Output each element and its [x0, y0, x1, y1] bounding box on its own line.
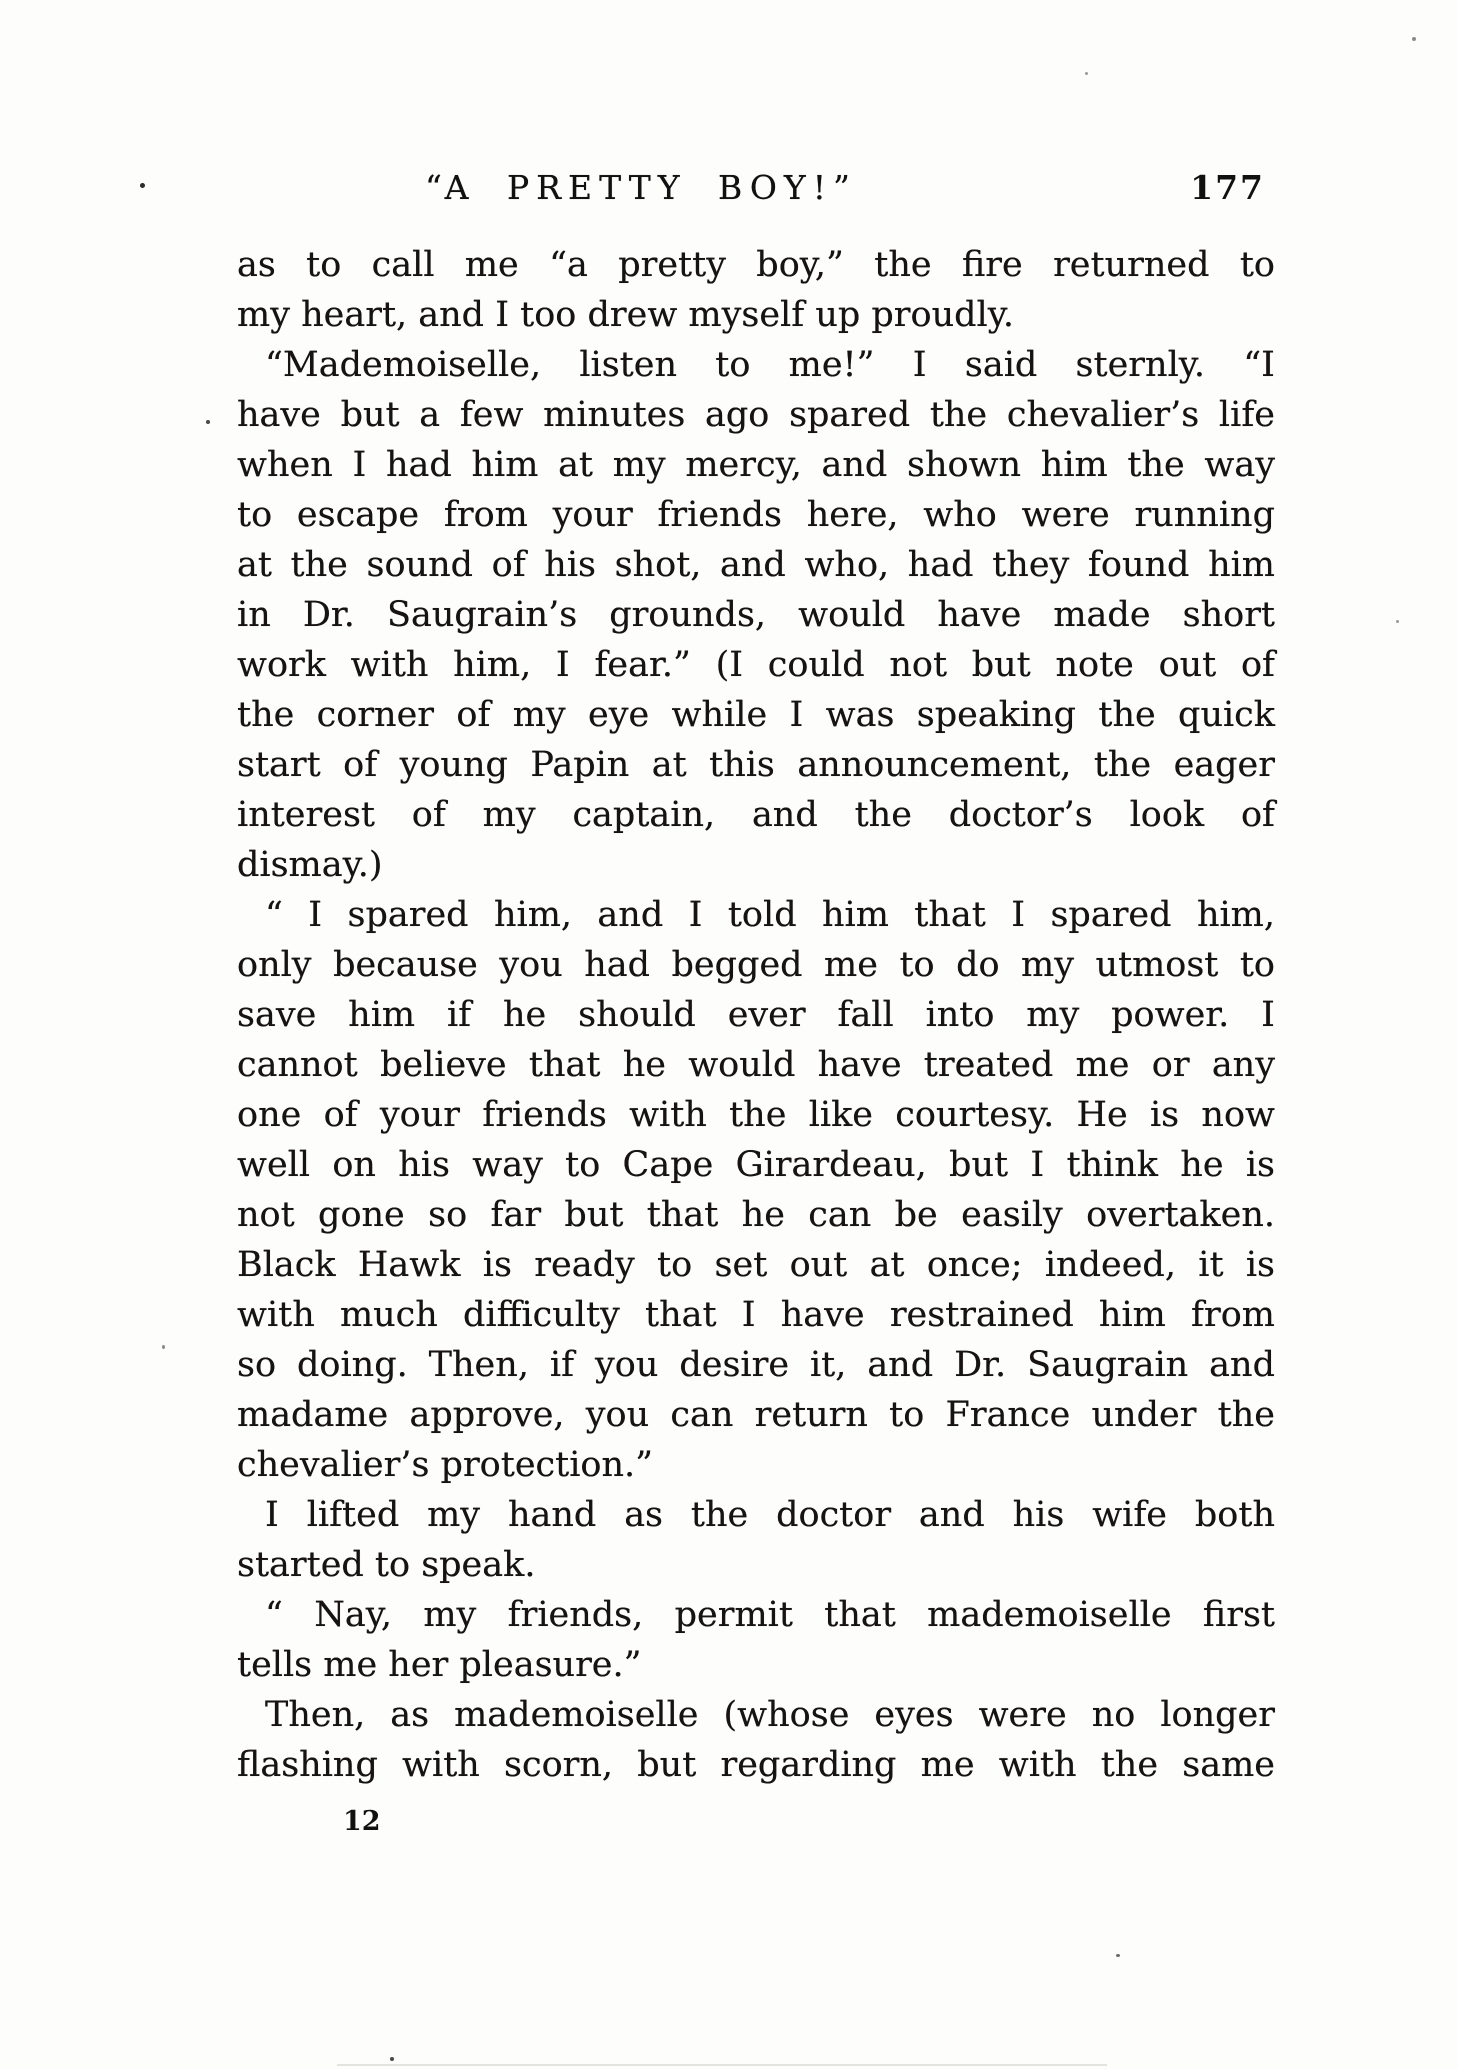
text-line: cannot believe that he would have treated me or any [237, 1045, 1275, 1085]
text-line: I lifted my hand as the doctor and his wife both [265, 1495, 1275, 1535]
text-line: not gone so far but that he can be easily overtaken. [237, 1195, 1275, 1235]
text-line: when I had him at my mercy, and shown him the way [237, 445, 1275, 485]
text-line: as to call me “a pretty boy,” the fire returned to [237, 245, 1275, 285]
chapter-running-title: “A PRETTY BOY!” [425, 168, 857, 207]
scan-speck [390, 2057, 394, 2061]
running-head [237, 168, 1275, 212]
scan-speck [140, 183, 145, 188]
text-line: Then, as mademoiselle (whose eyes were no longer [265, 1695, 1275, 1735]
text-line: have but a few minutes ago spared the chevalier’s life [237, 395, 1275, 435]
text-line: tells me her pleasure.” [237, 1645, 642, 1685]
text-line: to escape from your friends here, who were running [237, 495, 1275, 535]
text-line: Black Hawk is ready to set out at once; indeed, it is [237, 1245, 1275, 1285]
scan-speck [1085, 72, 1088, 75]
text-line: chevalier’s protection.” [237, 1445, 654, 1485]
text-line: “ Nay, my friends, permit that mademoiselle first [265, 1595, 1275, 1635]
text-line: flashing with scorn, but regarding me with the same [237, 1745, 1275, 1785]
scan-edge-line [337, 2064, 1107, 2066]
text-line: my heart, and I too drew myself up proudly. [237, 295, 1014, 335]
text-line: at the sound of his shot, and who, had they found him [237, 545, 1275, 585]
text-line: start of young Papin at this announcement, the eager [237, 745, 1275, 785]
page-text [237, 240, 1275, 1790]
scan-speck [1116, 1954, 1120, 1957]
page-number: 177 [1190, 168, 1265, 207]
text-line: interest of my captain, and the doctor’s look of [237, 795, 1275, 835]
text-line: work with him, I fear.” (I could not but note out of [237, 645, 1275, 685]
text-line: “Mademoiselle, listen to me!” I said sternly. “I [265, 345, 1275, 385]
text-line: in Dr. Saugrain’s grounds, would have made short [237, 595, 1275, 635]
scan-speck [162, 1345, 165, 1349]
scan-speck [1396, 620, 1399, 623]
text-line: the corner of my eye while I was speaking the quick [237, 695, 1275, 735]
text-line: one of your friends with the like courtesy. He is now [237, 1095, 1275, 1135]
text-line: started to speak. [237, 1545, 536, 1585]
text-line: well on his way to Cape Girardeau, but I think he is [237, 1145, 1275, 1185]
text-line: with much difficulty that I have restrained him from [237, 1295, 1275, 1335]
text-line: so doing. Then, if you desire it, and Dr. Saugrain and [237, 1345, 1275, 1385]
text-line: save him if he should ever fall into my power. I [237, 995, 1275, 1035]
scan-speck [206, 420, 210, 424]
scan-speck [1412, 37, 1416, 41]
text-line: dismay.) [237, 845, 383, 885]
signature-mark: 12 [343, 1806, 381, 1837]
text-line: madame approve, you can return to France under the [237, 1395, 1275, 1435]
text-line: only because you had begged me to do my utmost to [237, 945, 1275, 985]
text-line: “ I spared him, and I told him that I spared him, [265, 895, 1275, 935]
